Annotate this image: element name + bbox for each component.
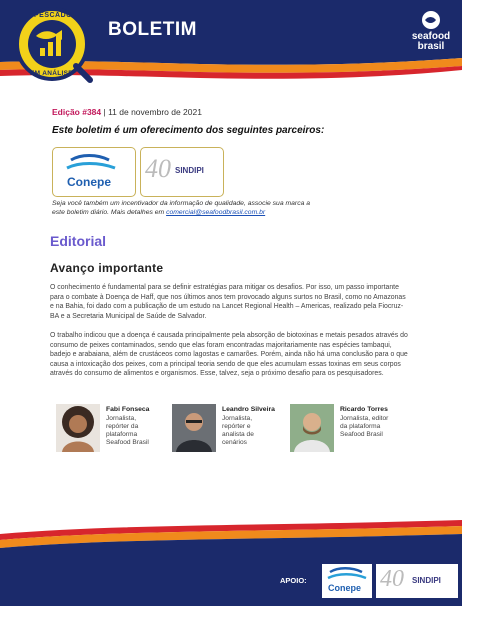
edition-date: 11 de novembro de 2021: [108, 107, 202, 117]
incentive-body: Seja você também um incentivador da informação de qualidade, associe sua marca a este boletim diário. Mais detalhes em: [52, 200, 311, 216]
author-role: Jornalista, repórter da plataforma Seafood Brasil: [106, 415, 149, 446]
incentive-text: [52, 199, 312, 217]
partners-heading: Este boletim é um oferecimento dos seguintes parceiros:: [52, 125, 325, 136]
header-banner: [0, 0, 462, 90]
editorial-title: Avanço importante: [50, 261, 164, 275]
author-name: Ricardo Torres: [340, 406, 388, 413]
footer-sindipi-number: 40: [380, 566, 404, 592]
brand-line1: seafood: [411, 31, 451, 42]
badge-top-text: PESCADO: [34, 12, 73, 19]
pescado-em-analise-badge: [10, 4, 102, 88]
bulletin-title: BOLETIM: [108, 19, 197, 40]
editorial-paragraph-1: O conhecimento é fundamental para se definir estratégias para mitigar os desafios. Por isso, um passo importante para o combate à Doença de Haff, que nos últimos anos tem provocado alguns surtos no Brasil, como no Amazonas e na Bahia, foi dado com a publicação de um estudo na Lancet Regional Health – Americas, realizado pela Fiocruz-BA e a Secretaria Municipal de Saúde de Salvador.: [50, 284, 406, 320]
edition-line: [52, 107, 202, 117]
sindipi-anniversary-number: 40: [145, 154, 171, 183]
author-name: Leandro Silveira: [222, 406, 275, 413]
author-photo-fabi: [56, 404, 100, 452]
author-name: Fabi Fonseca: [106, 406, 150, 413]
footer-sindipi-logo[interactable]: [376, 564, 458, 598]
editorial-paragraph-2: O trabalho indicou que a doença é causada principalmente pela absorção de biotoxinas e metais pesados através do consumo de peixes contaminados, sendo que elas foram encontradas majoritariamente nas espécies tambaqui, badejo e arabaiana, além de crustáceos como lagostas e camarões. Porém, ainda não há uma conclusão para o que causa a intoxicação dos peixes, com a principal teoria sendo de que eles acumulam essas toxinas em seus corpos através do consumo de alimentos e organismos. Esse, talvez, seja o próximo desafio para os pesquisadores.: [50, 332, 408, 378]
footer-banner: [0, 514, 462, 606]
conepe-partner-logo[interactable]: [52, 147, 136, 197]
author-photo-leandro: [172, 404, 216, 452]
commercial-email-link[interactable]: comercial@seafoodbrasil.com.br: [166, 209, 266, 216]
footer-conepe-label: Conepe: [328, 583, 362, 593]
edition-separator: |: [101, 107, 109, 117]
edition-number: Edição #384: [52, 107, 102, 117]
sindipi-label: SINDIPI: [175, 166, 204, 175]
seafood-brasil-logo: [408, 10, 454, 52]
editorial-heading: Editorial: [50, 233, 107, 249]
brand-line2: brasil: [417, 41, 445, 52]
sindipi-partner-logo[interactable]: [140, 147, 224, 197]
footer-sindipi-label: SINDIPI: [412, 576, 441, 585]
author-role: Jornalista, editor da plataforma Seafood Brasil: [340, 415, 389, 438]
fish-icon: [421, 10, 441, 30]
author-photo-ricardo: [290, 404, 334, 452]
footer-conepe-logo[interactable]: [322, 564, 372, 598]
badge-bottom-text: EM ANÁLISE: [30, 70, 73, 77]
apoio-label: APOIO:: [280, 576, 307, 585]
author-role: Jornalista, repórter e analista de cenários: [222, 415, 254, 446]
conepe-label: Conepe: [67, 175, 112, 189]
